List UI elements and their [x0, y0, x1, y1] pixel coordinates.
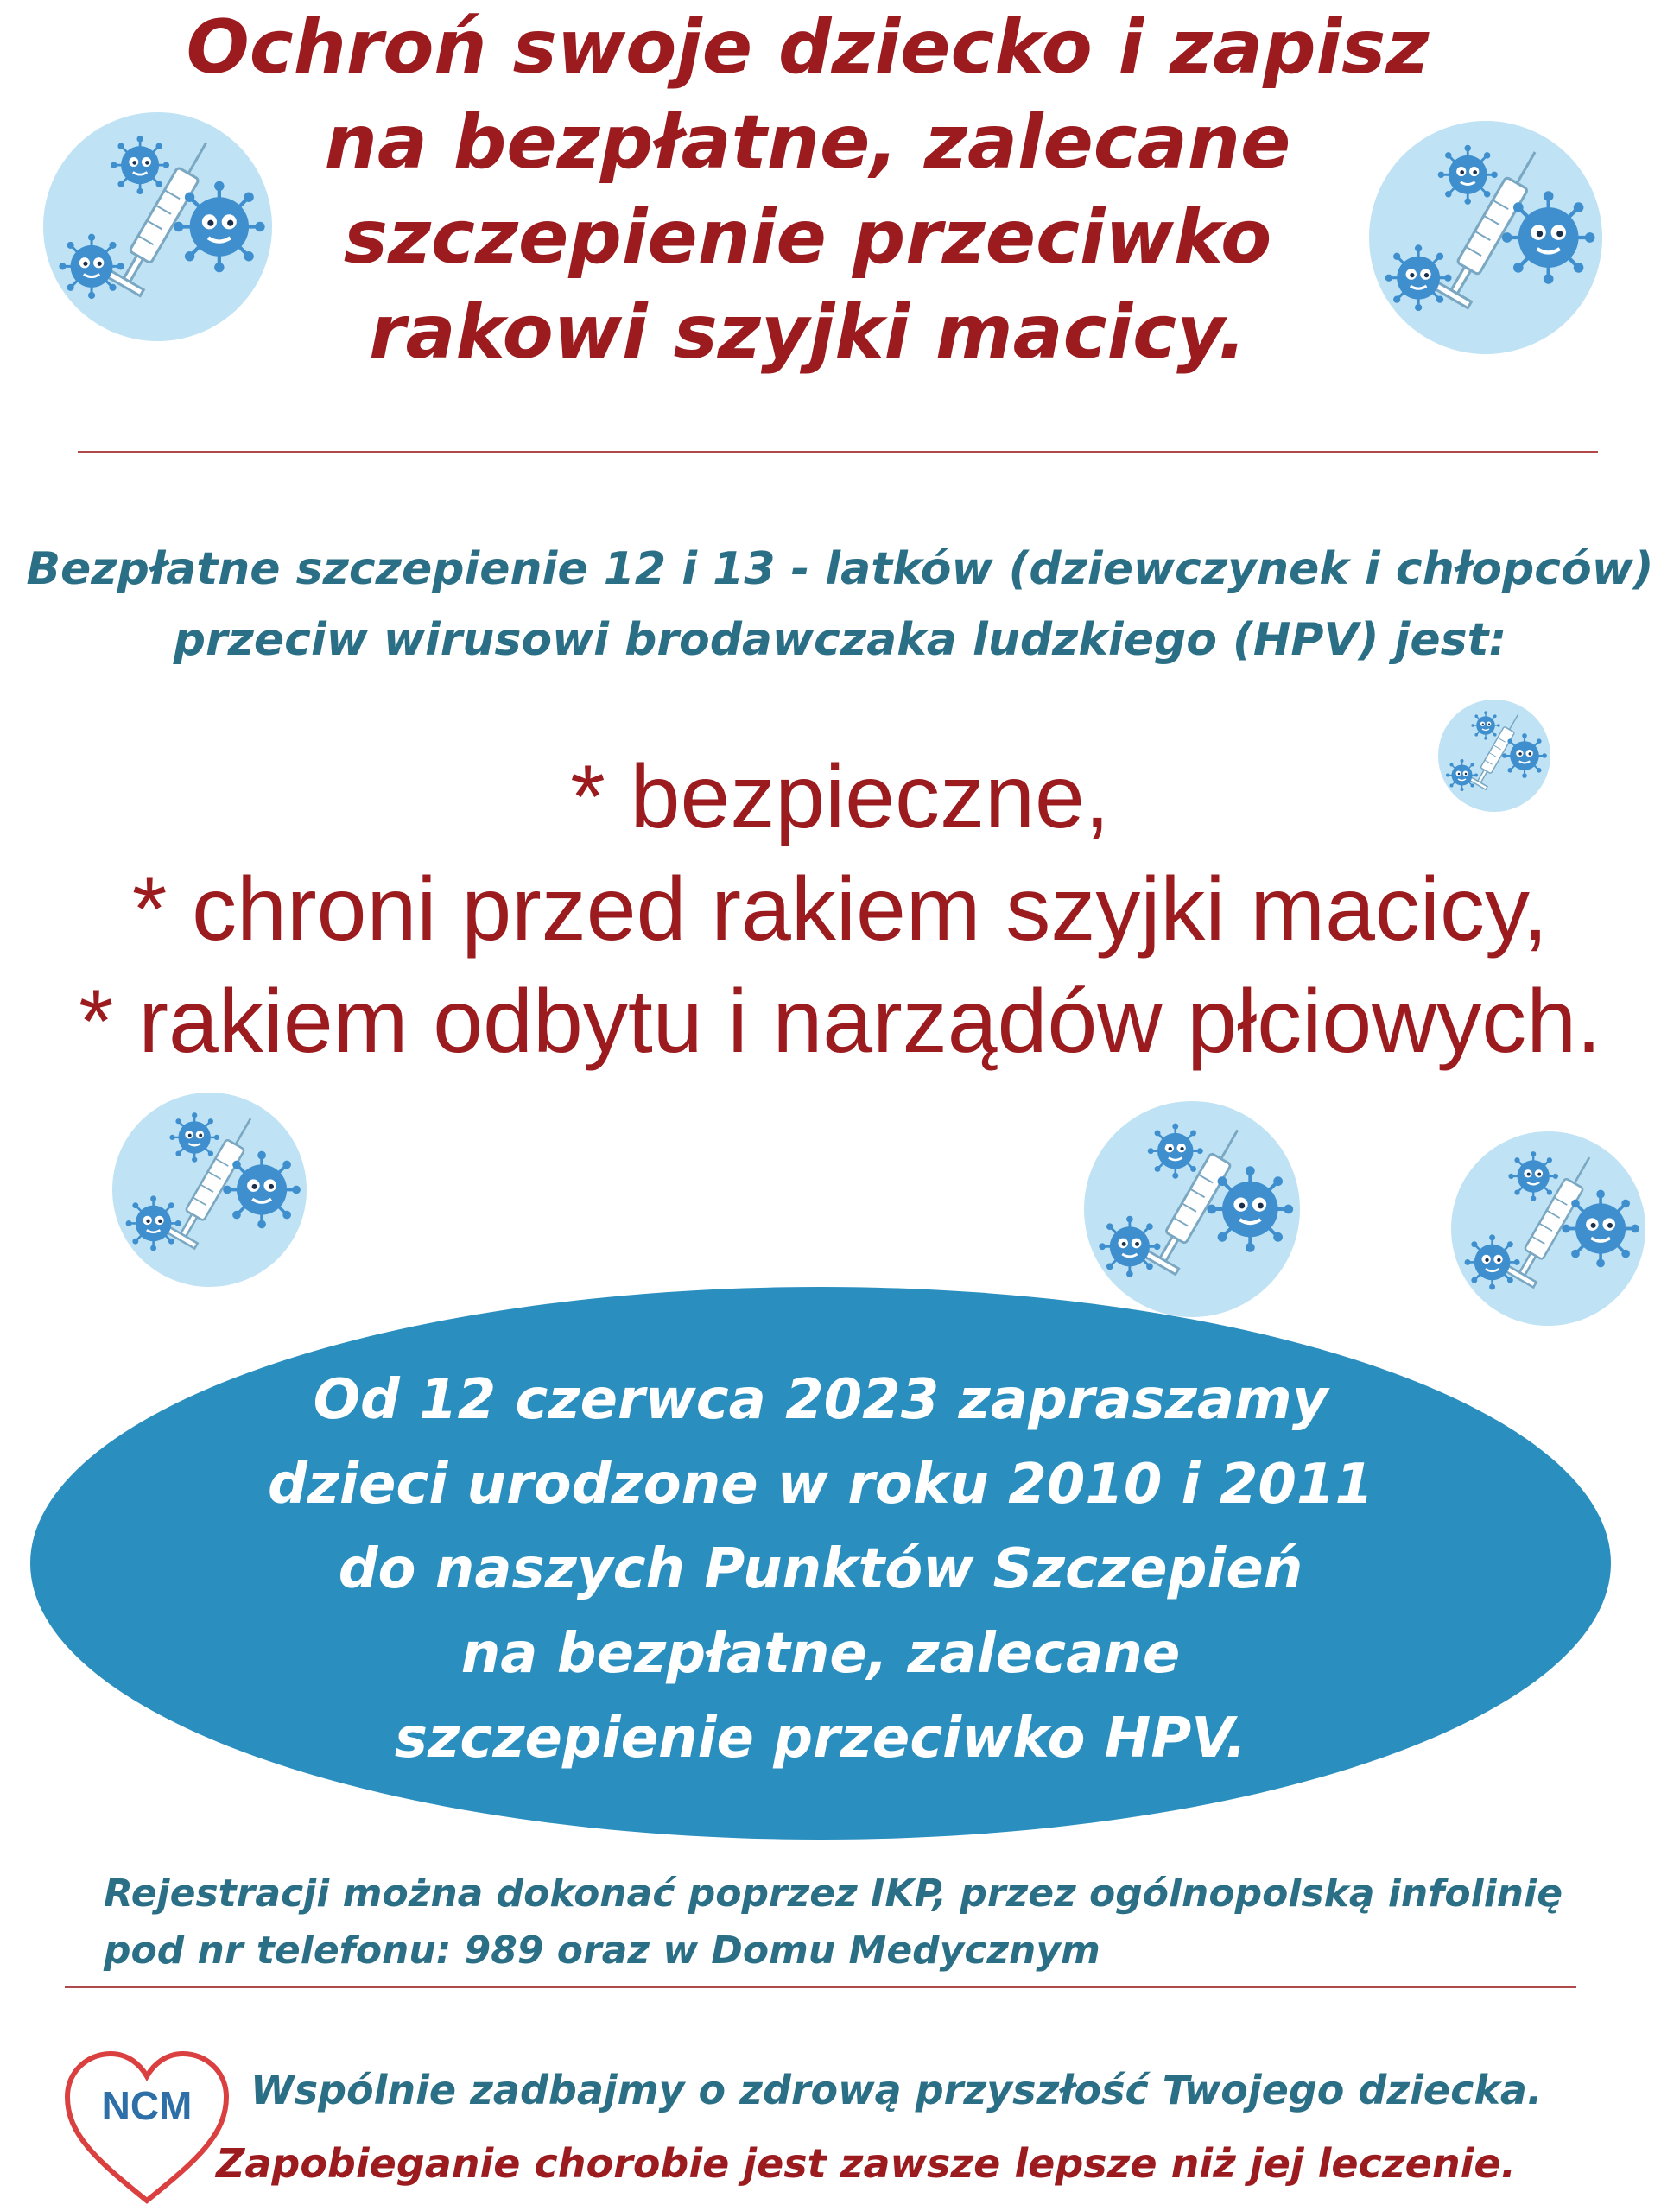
benefit-item: * chroni przed rakiem szyjki macicy,: [131, 859, 1549, 960]
virus-syringe-icon: [1369, 121, 1602, 354]
title-line-3: szczepienie przeciwko: [343, 194, 1272, 281]
virus-syringe-icon: [1438, 700, 1550, 812]
virus-syringe-icon: [43, 112, 272, 341]
virus-syringe-icon: [1084, 1101, 1300, 1317]
title-line-2: na bezpłatne, zalecane: [324, 99, 1291, 186]
intro-text: [17, 534, 1663, 675]
invitation-line-5: szczepienie przeciwko HPV.: [394, 1707, 1247, 1771]
top-divider: [78, 451, 1598, 453]
registration-info: [104, 1866, 1641, 1980]
invitation-line-3: do naszych Punktów Szczepień: [338, 1537, 1303, 1601]
invitation-line-2: dzieci urodzone w roku 2010 i 2011: [267, 1453, 1374, 1517]
benefits-list: [9, 741, 1671, 1078]
logo-text: NCM: [101, 2083, 193, 2128]
intro-line-1: Bezpłatne szczepienie 12 i 13 - latków (dziewczynek i chłopców): [26, 543, 1654, 595]
bottom-divider: [65, 1986, 1576, 1988]
invitation-line-1: Od 12 czerwca 2023 zapraszamy: [313, 1368, 1328, 1432]
registration-line-1: Rejestracji można dokonać poprzez IKP, przez ogólnopolską infolinię: [104, 1872, 1563, 1916]
invitation-text: [203, 1358, 1438, 1781]
benefit-item: * rakiem odbytu i narządów płciowych.: [78, 972, 1602, 1072]
virus-syringe-icon: [112, 1093, 307, 1287]
virus-syringe-icon: [1451, 1131, 1645, 1326]
footer-line-1: Wspólnie zadbajmy o zdrową przyszłość Twojego dziecka.: [250, 2067, 1543, 2113]
title-line-4: rakowi szyjki macicy.: [369, 289, 1246, 376]
intro-line-2: przeciw wirusowi brodawczaka ludzkiego (HPV) jest:: [173, 614, 1507, 666]
invitation-line-4: na bezpłatne, zalecane: [460, 1622, 1181, 1686]
footer-line-2: Zapobieganie chorobie jest zawsze lepsze niż jej leczenie.: [216, 2140, 1517, 2187]
page-title: [104, 0, 1512, 380]
registration-line-2: pod nr telefonu: 989 oraz w Domu Medycznym: [104, 1929, 1100, 1973]
benefit-item: * bezpieczne,: [570, 747, 1110, 847]
title-line-1: Ochroń swoje dziecko i zapisz: [186, 4, 1430, 91]
